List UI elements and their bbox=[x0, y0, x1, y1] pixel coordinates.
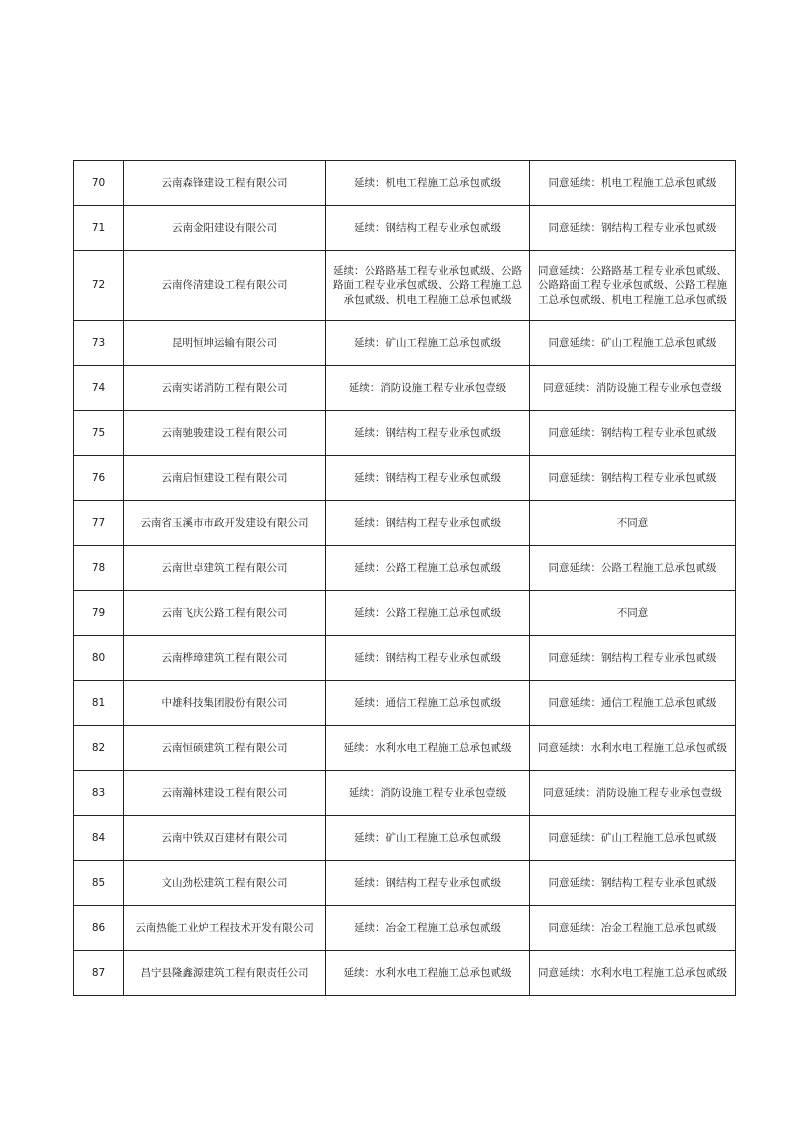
row-number: 71 bbox=[74, 206, 124, 251]
table-row bbox=[74, 251, 736, 321]
row-number: 83 bbox=[74, 771, 124, 816]
application-item: 延续：矿山工程施工总承包贰级 bbox=[326, 816, 530, 861]
table-row bbox=[74, 546, 736, 591]
review-opinion: 同意延续：机电工程施工总承包贰级 bbox=[530, 161, 736, 206]
table-row bbox=[74, 366, 736, 411]
review-opinion: 同意延续：水利水电工程施工总承包贰级 bbox=[530, 951, 736, 996]
row-number: 85 bbox=[74, 861, 124, 906]
review-opinion: 同意延续：矿山工程施工总承包贰级 bbox=[530, 816, 736, 861]
table-row bbox=[74, 906, 736, 951]
table-row bbox=[74, 771, 736, 816]
row-number: 76 bbox=[74, 456, 124, 501]
company-name: 云南热能工业炉工程技术开发有限公司 bbox=[124, 906, 326, 951]
qualification-table bbox=[73, 160, 736, 996]
company-name: 云南恒硕建筑工程有限公司 bbox=[124, 726, 326, 771]
company-name: 昌宁县隆鑫源建筑工程有限责任公司 bbox=[124, 951, 326, 996]
review-opinion: 同意延续：钢结构工程专业承包贰级 bbox=[530, 636, 736, 681]
table-row bbox=[74, 456, 736, 501]
company-name: 云南世卓建筑工程有限公司 bbox=[124, 546, 326, 591]
review-opinion: 同意延续：钢结构工程专业承包贰级 bbox=[530, 861, 736, 906]
company-name: 云南森锋建设工程有限公司 bbox=[124, 161, 326, 206]
row-number: 72 bbox=[74, 251, 124, 321]
row-number: 77 bbox=[74, 501, 124, 546]
application-item: 延续：水利水电工程施工总承包贰级 bbox=[326, 726, 530, 771]
application-item: 延续：通信工程施工总承包贰级 bbox=[326, 681, 530, 726]
table-row bbox=[74, 861, 736, 906]
application-item: 延续：钢结构工程专业承包贰级 bbox=[326, 636, 530, 681]
company-name: 云南佟清建设工程有限公司 bbox=[124, 251, 326, 321]
review-opinion: 同意延续：水利水电工程施工总承包贰级 bbox=[530, 726, 736, 771]
table-row bbox=[74, 161, 736, 206]
application-item: 延续：钢结构工程专业承包贰级 bbox=[326, 861, 530, 906]
review-opinion: 不同意 bbox=[530, 591, 736, 636]
company-name: 昆明恒坤运输有限公司 bbox=[124, 321, 326, 366]
table-row bbox=[74, 816, 736, 861]
company-name: 云南桦璋建筑工程有限公司 bbox=[124, 636, 326, 681]
table-row bbox=[74, 726, 736, 771]
row-number: 80 bbox=[74, 636, 124, 681]
application-item: 延续：公路工程施工总承包贰级 bbox=[326, 591, 530, 636]
row-number: 79 bbox=[74, 591, 124, 636]
company-name: 云南启恒建设工程有限公司 bbox=[124, 456, 326, 501]
row-number: 81 bbox=[74, 681, 124, 726]
table-row bbox=[74, 321, 736, 366]
application-item: 延续：钢结构工程专业承包贰级 bbox=[326, 456, 530, 501]
review-opinion: 同意延续：通信工程施工总承包贰级 bbox=[530, 681, 736, 726]
application-item: 延续：钢结构工程专业承包贰级 bbox=[326, 501, 530, 546]
review-opinion: 不同意 bbox=[530, 501, 736, 546]
review-opinion: 同意延续：公路工程施工总承包贰级 bbox=[530, 546, 736, 591]
row-number: 86 bbox=[74, 906, 124, 951]
application-item: 延续：公路路基工程专业承包贰级、公路路面工程专业承包贰级、公路工程施工总承包贰级、机电工程施工总承包贰级 bbox=[326, 251, 530, 321]
row-number: 87 bbox=[74, 951, 124, 996]
review-opinion: 同意延续：消防设施工程专业承包壹级 bbox=[530, 771, 736, 816]
company-name: 云南中铁双百建材有限公司 bbox=[124, 816, 326, 861]
table-row bbox=[74, 411, 736, 456]
company-name: 云南驰骏建设工程有限公司 bbox=[124, 411, 326, 456]
table-row bbox=[74, 591, 736, 636]
company-name: 中雄科技集团股份有限公司 bbox=[124, 681, 326, 726]
company-name: 文山劲松建筑工程有限公司 bbox=[124, 861, 326, 906]
application-item: 延续：钢结构工程专业承包贰级 bbox=[326, 411, 530, 456]
review-opinion: 同意延续：钢结构工程专业承包贰级 bbox=[530, 206, 736, 251]
table-row bbox=[74, 636, 736, 681]
application-item: 延续：消防设施工程专业承包壹级 bbox=[326, 366, 530, 411]
application-item: 延续：冶金工程施工总承包贰级 bbox=[326, 906, 530, 951]
company-name: 云南瀚林建设工程有限公司 bbox=[124, 771, 326, 816]
row-number: 75 bbox=[74, 411, 124, 456]
company-name: 云南省玉溪市市政开发建设有限公司 bbox=[124, 501, 326, 546]
application-item: 延续：矿山工程施工总承包贰级 bbox=[326, 321, 530, 366]
company-name: 云南飞庆公路工程有限公司 bbox=[124, 591, 326, 636]
review-opinion: 同意延续：公路路基工程专业承包贰级、公路路面工程专业承包贰级、公路工程施工总承包贰级、机电工程施工总承包贰级 bbox=[530, 251, 736, 321]
row-number: 78 bbox=[74, 546, 124, 591]
table-row bbox=[74, 951, 736, 996]
application-item: 延续：机电工程施工总承包贰级 bbox=[326, 161, 530, 206]
review-opinion: 同意延续：矿山工程施工总承包贰级 bbox=[530, 321, 736, 366]
table-row bbox=[74, 681, 736, 726]
row-number: 84 bbox=[74, 816, 124, 861]
review-opinion: 同意延续：冶金工程施工总承包贰级 bbox=[530, 906, 736, 951]
row-number: 74 bbox=[74, 366, 124, 411]
table-row bbox=[74, 206, 736, 251]
review-opinion: 同意延续：钢结构工程专业承包贰级 bbox=[530, 456, 736, 501]
company-name: 云南实诺消防工程有限公司 bbox=[124, 366, 326, 411]
review-opinion: 同意延续：消防设施工程专业承包壹级 bbox=[530, 366, 736, 411]
application-item: 延续：消防设施工程专业承包壹级 bbox=[326, 771, 530, 816]
table-row bbox=[74, 501, 736, 546]
row-number: 70 bbox=[74, 161, 124, 206]
application-item: 延续：钢结构工程专业承包贰级 bbox=[326, 206, 530, 251]
application-item: 延续：水利水电工程施工总承包贰级 bbox=[326, 951, 530, 996]
company-name: 云南金阳建设有限公司 bbox=[124, 206, 326, 251]
application-item: 延续：公路工程施工总承包贰级 bbox=[326, 546, 530, 591]
row-number: 82 bbox=[74, 726, 124, 771]
row-number: 73 bbox=[74, 321, 124, 366]
review-opinion: 同意延续：钢结构工程专业承包贰级 bbox=[530, 411, 736, 456]
